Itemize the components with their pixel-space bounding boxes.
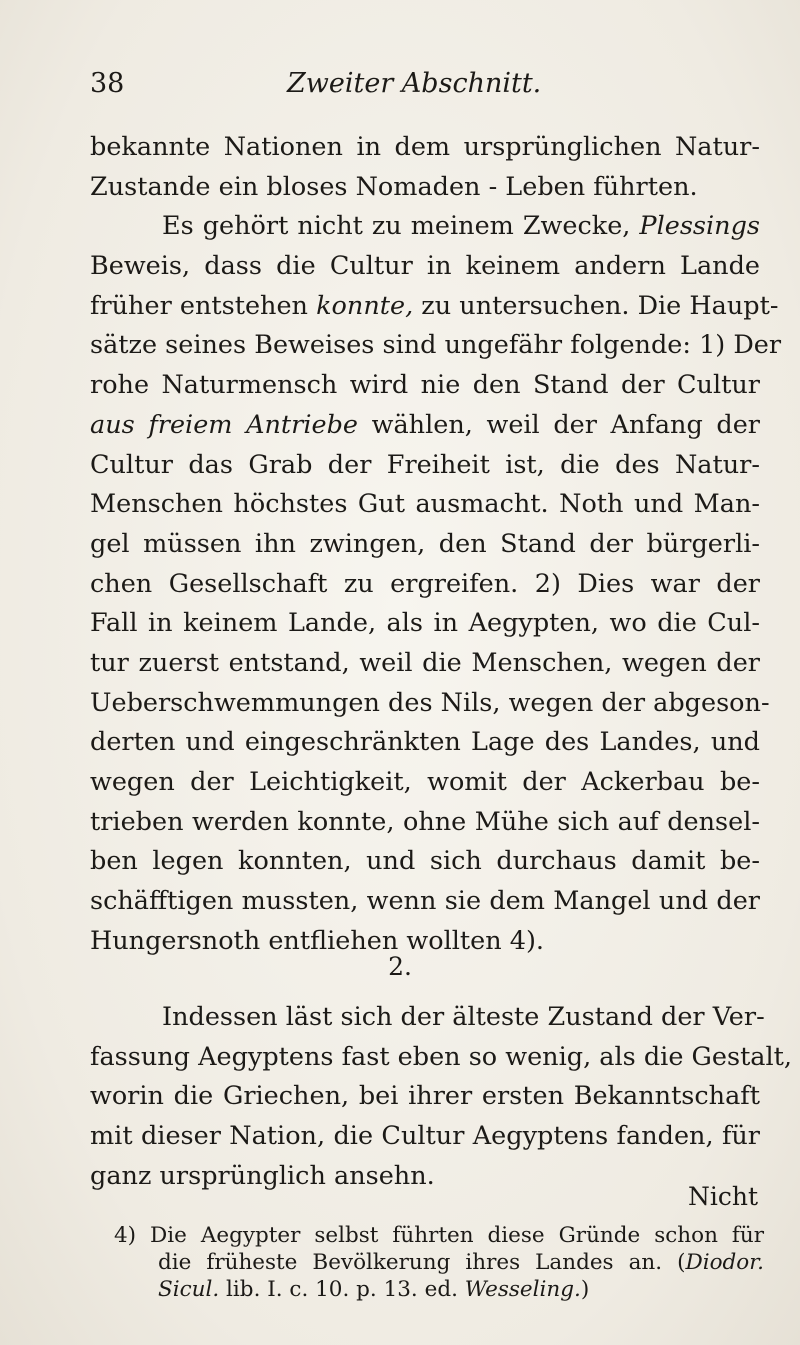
text-span: früher entstehen bbox=[90, 290, 317, 321]
text-line: ben legen konnten, und sich durchaus damit be- bbox=[90, 846, 760, 877]
text-span: die früheste Bevölkerung ihres Landes an. ( bbox=[158, 1250, 686, 1275]
citation-author: Sicul. bbox=[158, 1277, 220, 1302]
text-line bbox=[90, 406, 760, 446]
text-line: Menschen höchstes Gut ausmacht. Noth und Man- bbox=[90, 489, 760, 520]
running-head: Zweiter Abschnitt. bbox=[287, 68, 542, 99]
section-number: 2. bbox=[388, 952, 412, 981]
page-header bbox=[90, 68, 760, 108]
text-line: sätze seines Beweises sind ungefähr folgende: 1) Der bbox=[90, 330, 782, 361]
text-line: schäfftigen mussten, wenn sie dem Mangel und der bbox=[90, 886, 760, 917]
main-text bbox=[90, 128, 782, 961]
text-line: rohe Naturmensch wird nie den Stand der Cultur bbox=[90, 370, 760, 401]
text-line: chen Gesellschaft zu ergreifen. 2) Dies war der bbox=[90, 568, 760, 599]
text-line: derten und eingeschränkten Lage des Landes, und bbox=[90, 727, 760, 758]
text-line: wegen der Leichtigkeit, womit der Ackerbau be- bbox=[90, 767, 760, 797]
footnote-line bbox=[128, 1249, 764, 1276]
text-line bbox=[90, 207, 760, 247]
text-line: mit dieser Nation, die Cultur Aegyptens fanden, für bbox=[90, 1121, 760, 1152]
text-span: wählen, weil der Anfang der bbox=[358, 409, 760, 440]
section-text bbox=[90, 998, 793, 1196]
text-line: worin die Griechen, bei ihrer ersten Bekanntschaft bbox=[90, 1081, 760, 1112]
text-line bbox=[90, 287, 779, 327]
text-line: ganz ursprünglich ansehn. bbox=[90, 1160, 435, 1191]
text-span: Es gehört nicht zu meinem Zwecke, bbox=[162, 211, 640, 242]
text-line: Zustande ein bloses Nomaden - Leben führten. bbox=[90, 171, 698, 202]
text-line: Indessen läst sich der älteste Zustand der Ver- bbox=[162, 1002, 765, 1032]
emphasis-text: aus freiem Antriebe bbox=[90, 409, 359, 440]
footnote-line: 4) Die Aegypter selbst führten diese Gründe schon für bbox=[114, 1223, 764, 1248]
text-line: Beweis, dass die Cultur in keinem andern Lande bbox=[90, 251, 760, 282]
text-line: gel müssen ihn zwingen, den Stand der bürgerli- bbox=[90, 528, 760, 559]
footnote bbox=[114, 1222, 764, 1303]
text-line: Ueberschwemmungen des Nils, wegen der abgeson- bbox=[90, 687, 770, 718]
text-line: Hungersnoth entfliehen wollten 4). bbox=[90, 925, 545, 956]
text-span: lib. I. c. 10. p. 13. ed. bbox=[219, 1277, 465, 1302]
text-line: tur zuerst entstand, weil die Menschen, wegen der bbox=[90, 647, 760, 678]
footnote-line bbox=[128, 1276, 764, 1303]
text-line: trieben werden konnte, ohne Mühe sich auf densel- bbox=[90, 806, 760, 837]
page-number: 38 bbox=[90, 68, 125, 99]
catchword: Nicht bbox=[687, 1182, 758, 1211]
text-line: Fall in keinem Lande, als in Aegypten, wo die Cul- bbox=[90, 608, 760, 639]
text-line: Cultur das Grab der Freiheit ist, die des Natur- bbox=[90, 449, 760, 480]
text-line: bekannte Nationen in dem ursprünglichen Natur- bbox=[90, 132, 760, 162]
text-span: ) bbox=[580, 1277, 590, 1302]
text-line: fassung Aegyptens fast eben so wenig, als die Gestalt, bbox=[90, 1041, 793, 1072]
citation-author: Diodor. bbox=[685, 1250, 764, 1275]
author-name-plessing: Plessings bbox=[639, 211, 760, 242]
citation-editor: Wesseling. bbox=[464, 1277, 581, 1302]
text-span: zu untersuchen. Die Haupt- bbox=[413, 290, 779, 321]
emphasis-text: konnte, bbox=[316, 290, 414, 321]
